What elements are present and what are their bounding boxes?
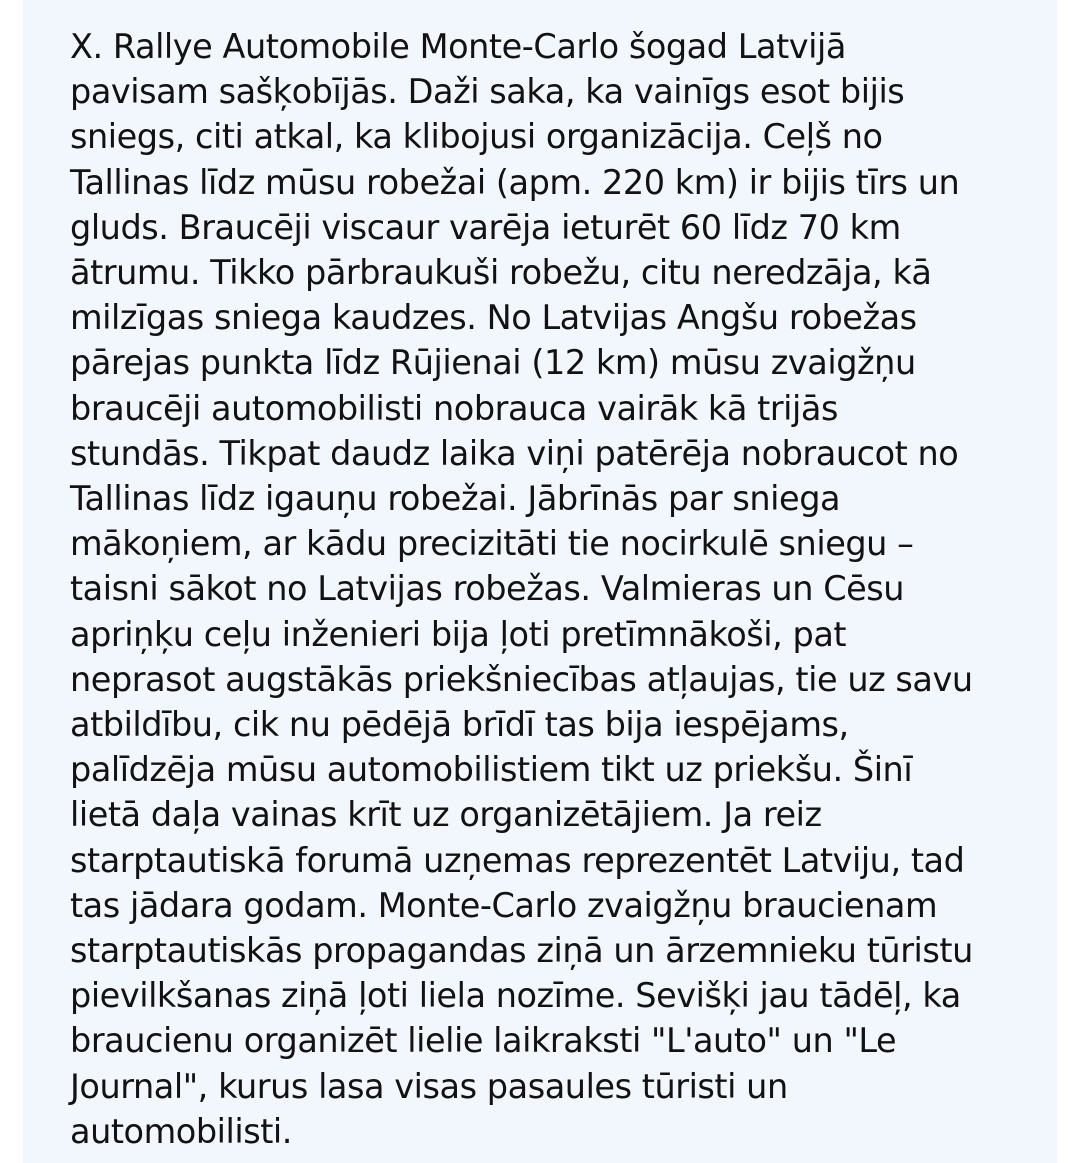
message-line: tas jādara godam. Monte-Carlo zvaigžņu braucienam — [70, 885, 938, 925]
message-line: starptautiskā forumā uzņemas reprezentēt Latviju, tad — [70, 840, 965, 880]
message-line: pievilkšanas ziņā ļoti liela nozīme. Sevišķi jau tādēļ, ka — [70, 976, 961, 1016]
message-line: mākoņiem, ar kādu precizitāti tie nocirkulē sniegu – — [70, 524, 914, 564]
message-line: pavisam sašķobījās. Daži saka, ka vainīgs esot bijis — [70, 72, 905, 112]
message-line: braucienu organizēt lielie laikraksti "L'auto" un "Le — [70, 1021, 897, 1061]
message-line: Journal", kurus lasa visas pasaules tūristi un — [70, 1066, 788, 1106]
message-line: apriņķu ceļu inženieri bija ļoti pretīmnākoši, pat — [70, 614, 847, 654]
message-line: gluds. Braucēji viscaur varēja ieturēt 60 līdz 70 km — [70, 207, 901, 247]
message-line: sniegs, citi atkal, ka klibojusi organizācija. Ceļš no — [70, 117, 883, 157]
message-line: braucēji automobilisti nobrauca vairāk kā trijās — [70, 388, 838, 428]
message-line: palīdzēja mūsu automobilistiem tikt uz priekšu. Šinī — [70, 750, 913, 790]
message-line: ātrumu. Tikko pārbraukuši robežu, citu neredzāja, kā — [70, 253, 932, 293]
message-line: milzīgas sniega kaudzes. No Latvijas Angšu robežas — [70, 298, 917, 338]
message-line: neprasot augstākās priekšniecības atļaujas, tie uz savu — [70, 659, 973, 699]
message-line: starptautiskās propagandas ziņā un ārzemnieku tūristu — [70, 931, 973, 971]
message-line: automobilisti. — [70, 1111, 292, 1151]
message-line: Tallinas līdz igauņu robežai. Jābrīnās par sniega — [70, 479, 841, 519]
message-text[interactable] — [70, 24, 1030, 1154]
message-line: stundās. Tikpat daudz laika viņi patērēja nobraucot no — [70, 433, 959, 473]
message-line: Tallinas līdz mūsu robežai (apm. 220 km) ir bijis tīrs un — [70, 162, 960, 202]
message-line: atbildību, cik nu pēdējā brīdī tas bija iespējams, — [70, 705, 849, 745]
message-line: pārejas punkta līdz Rūjienai (12 km) mūsu zvaigžņu — [70, 343, 916, 383]
message-line: X. Rallye Automobile Monte-Carlo šogad Latvijā — [70, 27, 846, 66]
message-line: taisni sākot no Latvijas robežas. Valmieras un Cēsu — [70, 569, 905, 609]
message-line: lietā daļa vainas krīt uz organizētājiem. Ja reiz — [70, 795, 822, 835]
